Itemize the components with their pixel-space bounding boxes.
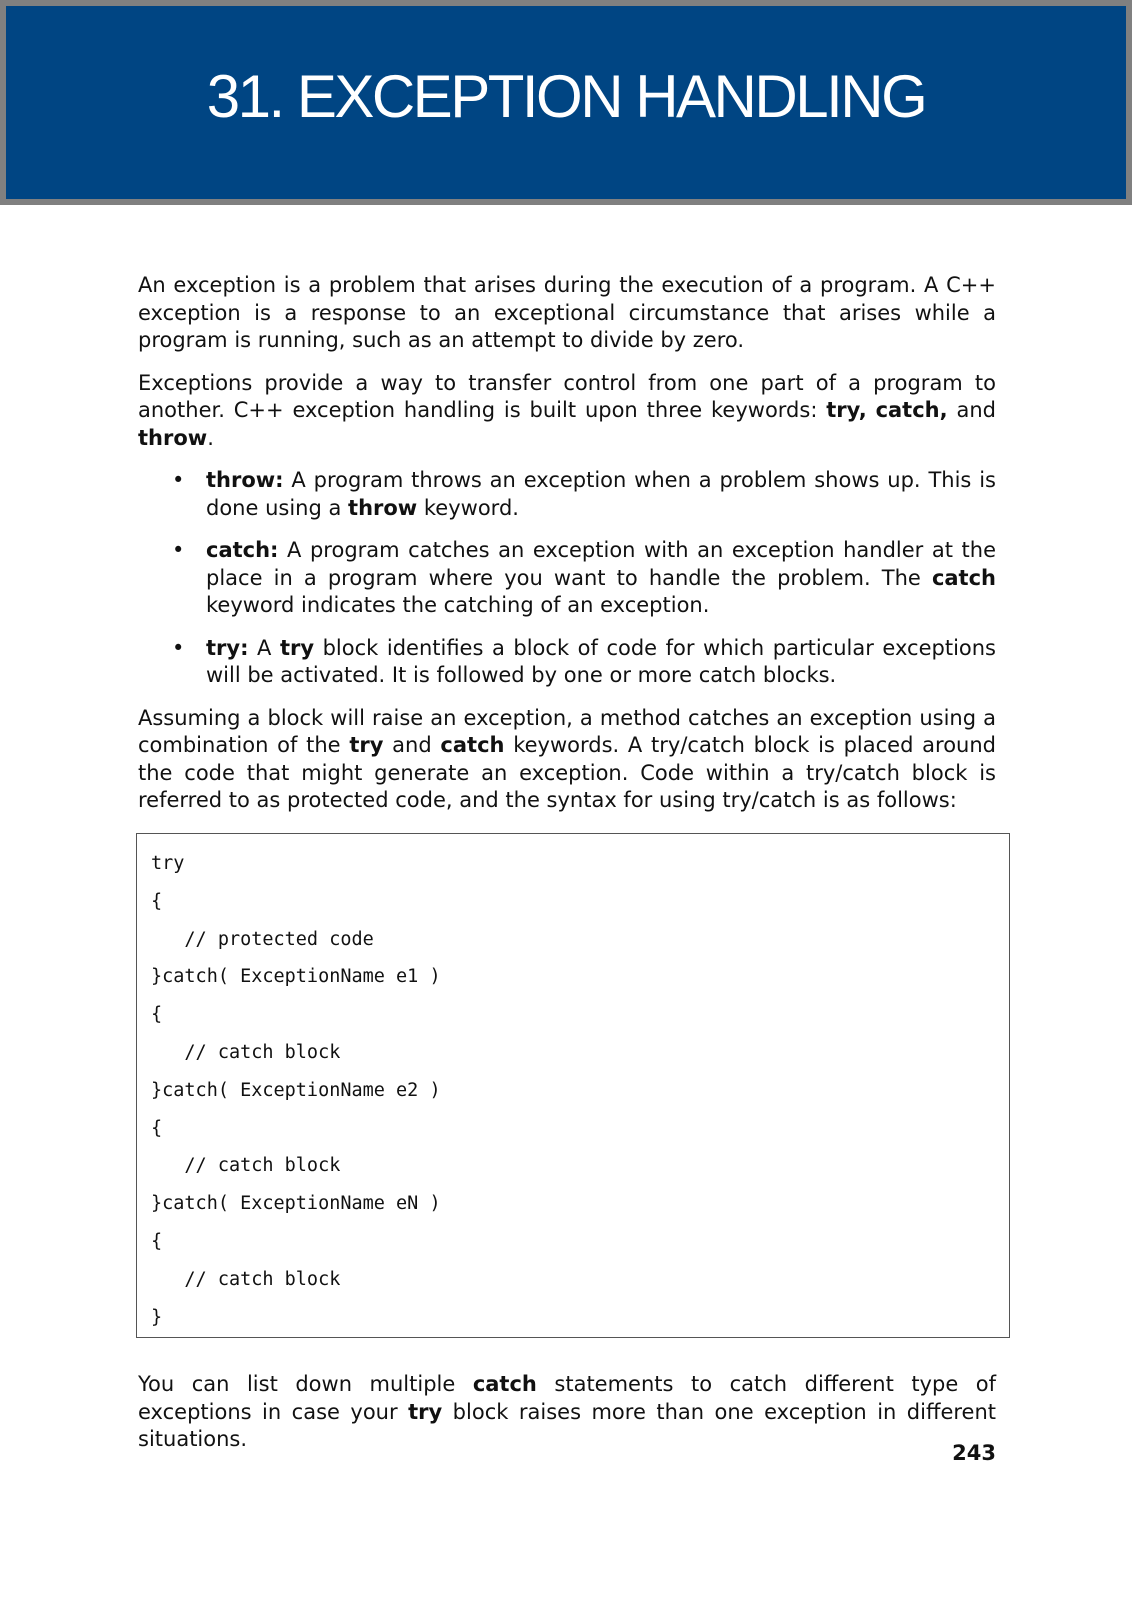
intro-paragraph-1: An exception is a problem that arises during the execution of a program. A C++ exception is a response to an exceptional circumstance that arises while a program is running, such as an attempt to divide by zero. (138, 273, 996, 352)
code-text: try { // protected code }catch( ExceptionName e1 ) { // catch block }catch( ExceptionName e2 ) { // catch block }catch( ExceptionName eN ) { // catch block } (151, 853, 441, 1328)
list-item (138, 537, 996, 620)
keyword-catch: catch, (875, 398, 948, 422)
page-number: 243 (952, 1441, 996, 1465)
text-span: and (383, 733, 441, 757)
inline-keyword: catch (472, 1372, 537, 1396)
list-term: throw: (206, 468, 284, 492)
text-span: Exceptions provide a way to transfer control from one part of a program to another. C++ exception handling is built upon three keywords: (138, 370, 996, 422)
intro-paragraph-2 (138, 370, 996, 453)
text-span: keywords. A try/catch block is placed around the code that might generate an exception. Code within a try/catch block is referred to as protected code, and the syntax for using try/catch is as follows: (138, 733, 997, 812)
text-span: . (207, 425, 214, 450)
keyword-try: try, (826, 398, 867, 422)
text-span: block raises more than one exception in different situations. (138, 1399, 996, 1451)
keyword-list (138, 467, 996, 690)
main-content (138, 272, 996, 830)
chapter-banner (0, 0, 1132, 205)
chapter-title: 31. EXCEPTION HANDLING (206, 63, 926, 130)
inline-keyword: throw (348, 495, 418, 520)
text-span: Assuming a block will raise an exception, a method catches an exception using a combination of the (138, 705, 996, 757)
text-span: block identifies a block of code for which particular exceptions will be activated. It is followed by one or more catch blocks. (206, 635, 996, 687)
inline-keyword: catch (931, 565, 996, 590)
list-item (138, 467, 996, 522)
text-span: keyword indicates the catching of an exception. (206, 593, 710, 617)
list-term: try: (206, 635, 249, 660)
text-span: You can list down multiple (138, 1372, 473, 1396)
syntax-intro-paragraph (138, 705, 996, 815)
text-span: A (248, 635, 280, 660)
inline-keyword: try (279, 635, 315, 660)
closing-paragraph (138, 1371, 996, 1454)
list-term: catch: (206, 538, 279, 562)
text-span: A program throws an exception when a problem shows up. This is done using a (206, 468, 996, 520)
keyword-throw: throw (138, 425, 208, 450)
inline-keyword: try (349, 733, 384, 757)
code-block (136, 833, 1010, 1338)
text-span: and (947, 398, 996, 422)
list-item (138, 635, 996, 690)
inline-keyword: try (408, 1399, 443, 1424)
text-span: A program catches an exception with an exception handler at the place in a program where you want to handle the problem. The (206, 538, 996, 590)
text-span: keyword. (417, 495, 519, 520)
inline-keyword: catch (440, 733, 505, 757)
text-span: statements to catch different type of exceptions in case your (138, 1372, 997, 1424)
